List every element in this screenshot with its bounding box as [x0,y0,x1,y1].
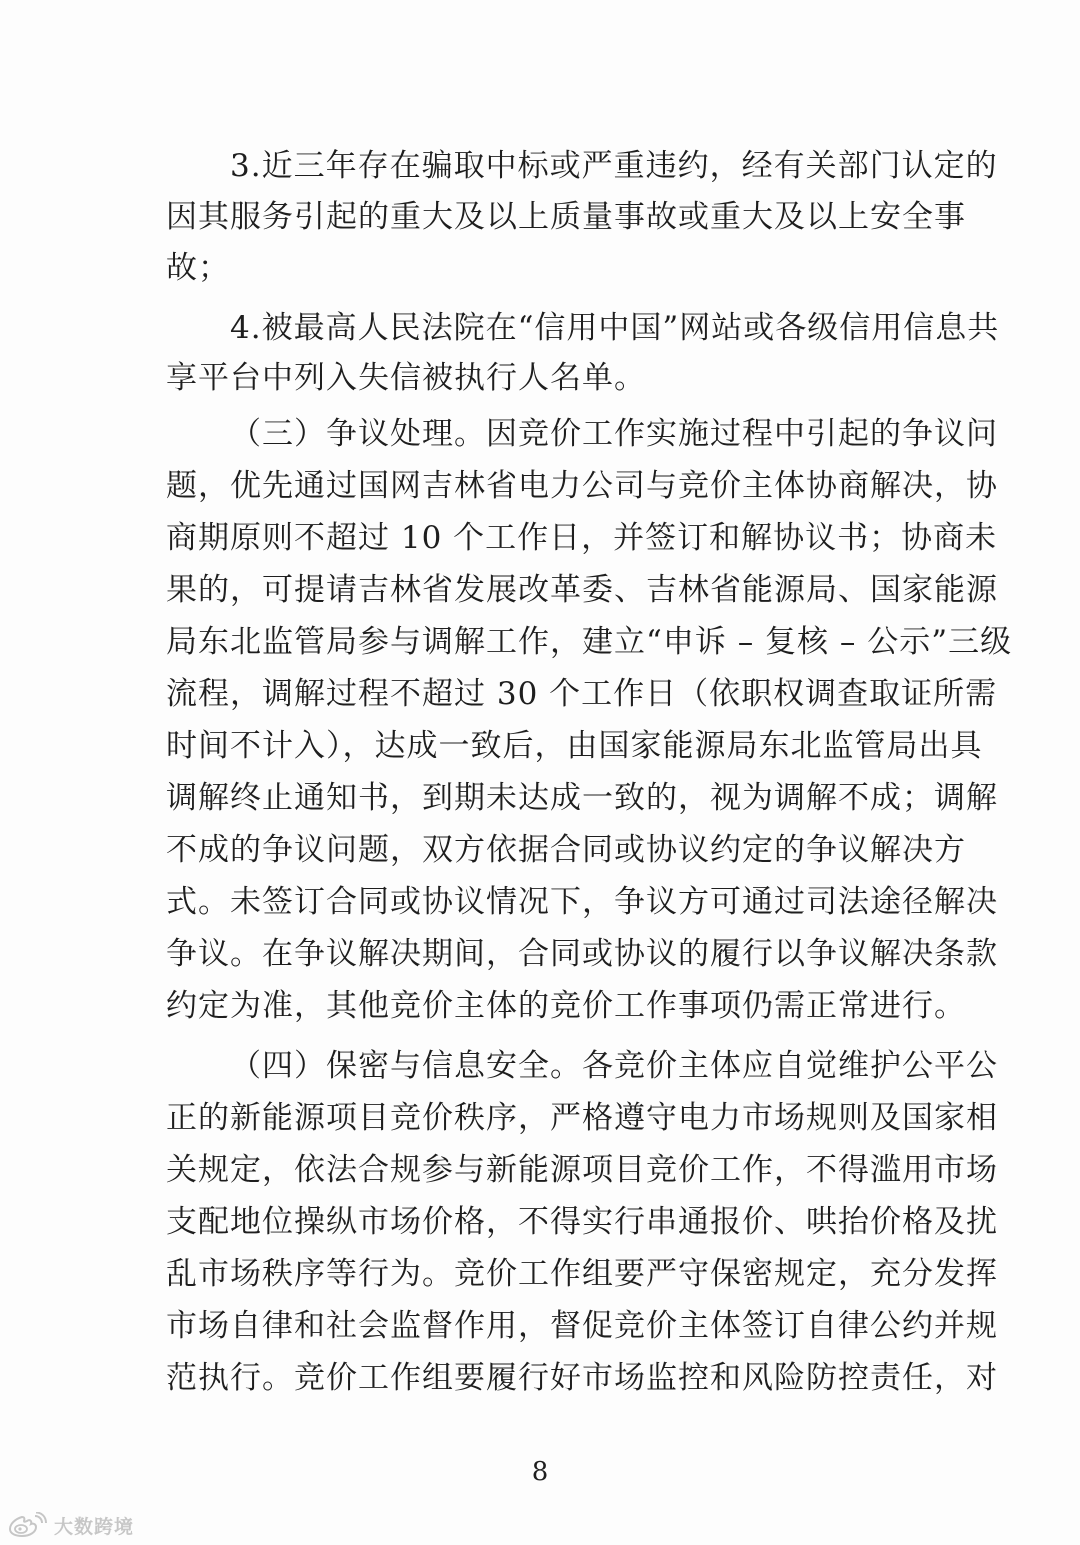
text-line: （四）保密与信息安全。各竞价主体应自觉维护公平公 [230,1048,998,1084]
text-line: 式。未签订合同或协议情况下，争议方可通过司法途径解决 [166,884,998,920]
watermark [8,1510,134,1540]
text-line: 因其服务引起的重大及以上质量事故或重大及以上安全事 [166,199,966,235]
text-line: 调解终止通知书，到期未达成一致的，视为调解不成；调解 [166,780,998,816]
text-line: 支配地位操纵市场价格，不得实行串通报价、哄抬价格及扰 [166,1204,998,1240]
text-line: 3.近三年存在骗取中标或严重违约，经有关部门认定的 [230,148,998,184]
text-line: 关规定，依法合规参与新能源项目竞价工作，不得滥用市场 [166,1152,998,1188]
text-line: 争议。在争议解决期间，合同或协议的履行以争议解决条款 [166,936,998,972]
watermark-text: 大数跨境 [54,1515,135,1538]
text-line: 故； [166,250,230,286]
text-line: （三）争议处理。因竞价工作实施过程中引起的争议问 [230,416,998,452]
text-line: 4.被最高人民法院在“信用中国”网站或各级信用信息共 [230,310,1000,346]
text-line: 局东北监管局参与调解工作，建立“申诉 – 复核 – 公示”三级 [166,624,1013,660]
page-number: 8 [531,1457,549,1487]
text-line: 不成的争议问题，双方依据合同或协议约定的争议解决方 [166,832,966,868]
text-line: 题，优先通过国网吉林省电力公司与竞价主体协商解决，协 [166,468,998,504]
text-line: 市场自律和社会监督作用，督促竞价主体签订自律公约并规 [166,1308,998,1344]
text-line: 享平台中列入失信被执行人名单。 [166,360,646,396]
text-line: 约定为准，其他竞价主体的竞价工作事项仍需正常进行。 [166,988,966,1024]
text-line: 流程，调解过程不超过 30 个工作日（依职权调查取证所需 [166,676,998,712]
text-line: 时间不计入），达成一致后，由国家能源局东北监管局出具 [166,728,983,764]
text-line: 范执行。竞价工作组要履行好市场监控和风险防控责任，对 [166,1360,998,1396]
weibo-logo-icon [8,1512,48,1538]
text-line: 乱市场秩序等行为。竞价工作组要严守保密规定，充分发挥 [166,1256,998,1292]
text-line: 果的，可提请吉林省发展改革委、吉林省能源局、国家能源 [166,572,998,608]
text-line: 商期原则不超过 10 个工作日，并签订和解协议书；协商未 [166,520,998,556]
text-line: 正的新能源项目竞价秩序，严格遵守电力市场规则及国家相 [166,1100,998,1136]
